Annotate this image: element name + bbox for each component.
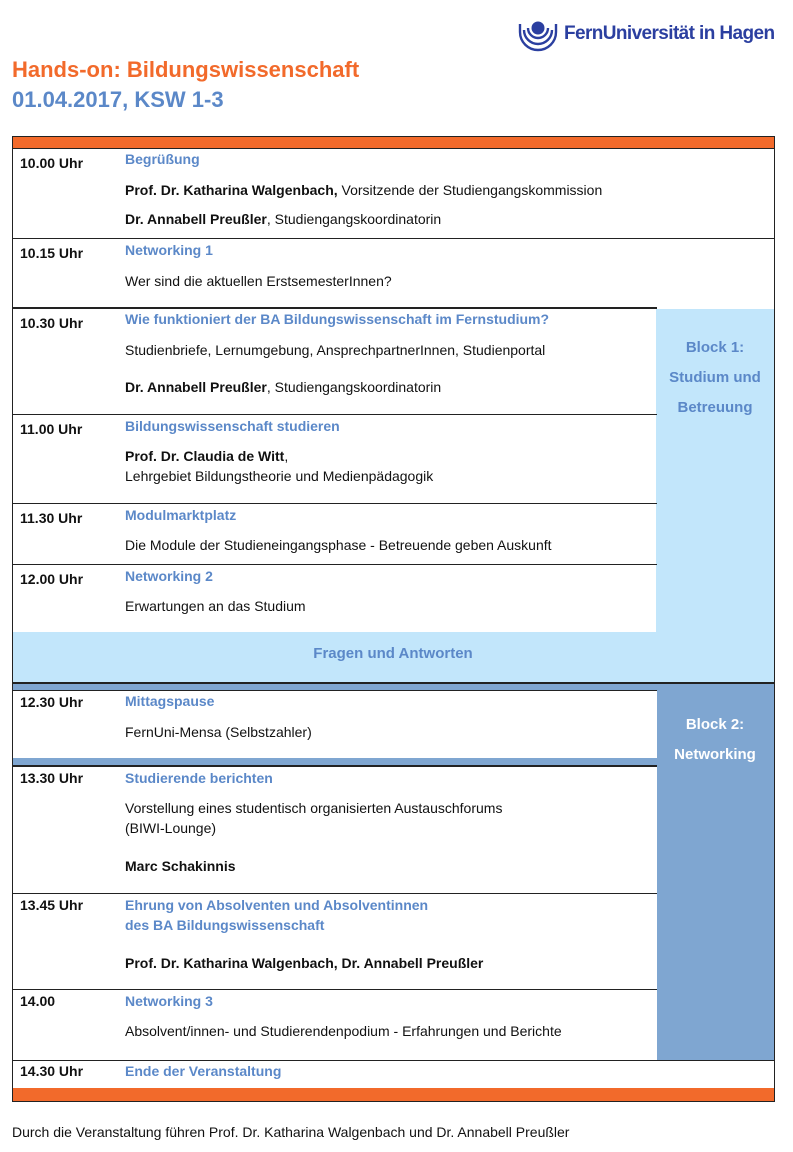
block2-label: Block 2: Networking: [674, 716, 756, 763]
session-heading: Networking 3: [125, 993, 213, 1009]
session-heading: Mittagspause: [125, 693, 215, 709]
time-label: 13.45 Uhr: [20, 897, 84, 913]
time-label: 11.00 Uhr: [20, 421, 83, 437]
speaker-line: [125, 181, 602, 199]
session-description: Die Module der Studieneingangsphase - Betreuende geben Auskunft: [125, 537, 552, 553]
top-orange-bar: [12, 136, 774, 148]
footer-note: Durch die Veranstaltung führen Prof. Dr. Katharina Walgenbach und Dr. Annabell Preußler: [12, 1124, 570, 1140]
speaker-name: Marc Schakinnis: [125, 858, 236, 874]
bottom-orange-bar: [12, 1088, 774, 1101]
schedule-row-1345: [12, 893, 657, 989]
fernuni-logo: [517, 14, 774, 54]
session-heading: Begrüßung: [125, 151, 200, 167]
time-label: 10.30 Uhr: [20, 315, 84, 331]
speaker-line: Prof. Dr. Claudia de Witt,: [125, 448, 289, 464]
session-description: FernUni-Mensa (Selbstzahler): [125, 724, 312, 740]
page-title: Hands-on: Bildungswissenschaft: [12, 57, 360, 82]
time-label: 14.30 Uhr: [20, 1063, 84, 1079]
logo-text: FernUniversität in Hagen: [564, 23, 775, 44]
schedule-row-1100: [12, 414, 657, 503]
speaker-name: Prof. Dr. Katharina Walgenbach,: [125, 182, 338, 198]
qa-label: Fragen und Antworten: [313, 645, 473, 662]
time-label: 10.00 Uhr: [20, 155, 84, 171]
speaker-line: [125, 210, 441, 228]
session-heading: Ende der Veranstaltung: [125, 1063, 282, 1079]
qa-band: [12, 632, 774, 684]
session-heading: Modulmarktplatz: [125, 507, 237, 523]
session-description: Absolvent/innen- und Studierendenpodium - Erfahrungen und Berichte: [125, 1023, 562, 1039]
time-label: 12.00 Uhr: [20, 571, 84, 587]
session-heading: Networking 2: [125, 568, 213, 584]
speaker-role: , Studiengangskoordinatorin: [266, 379, 442, 395]
time-label: 13.30 Uhr: [20, 770, 84, 786]
block1-label: Block 1: Studium und Betreuung: [669, 339, 761, 416]
session-description: Lehrgebiet Bildungstheorie und Medienpädagogik: [125, 468, 434, 484]
schedule-row-1230: [12, 690, 657, 758]
speaker-role: , Studiengangskoordinatorin: [266, 211, 442, 227]
schedule-row-1430: [12, 1060, 774, 1088]
speaker-role: Vorsitzende der Studiengangskommission: [341, 182, 603, 198]
schedule-row-1000: [12, 148, 774, 238]
session-heading: Wie funktioniert der BA Bildungswissenschaft im Fernstudium?: [125, 311, 550, 327]
session-description: Wer sind die aktuellen ErstsemesterInnen?: [125, 273, 392, 289]
speaker-name: Dr. Annabell Preußler: [125, 211, 267, 227]
schedule-row-1030: [12, 307, 657, 414]
speaker-name: Prof. Dr. Claudia de Witt: [125, 448, 285, 464]
schedule-row-1200: [12, 564, 657, 632]
session-heading: Studierende berichten: [125, 770, 273, 786]
session-heading: des BA Bildungswissenschaft: [125, 917, 325, 933]
page-subtitle: 01.04.2017, KSW 1-3: [12, 87, 224, 112]
session-heading: Ehrung von Absolventen und Absolventinnen: [125, 897, 429, 913]
time-label: 11.30 Uhr: [20, 510, 83, 526]
speaker-name: Prof. Dr. Katharina Walgenbach, Dr. Annabell Preußler: [125, 955, 484, 971]
session-description: Erwartungen an das Studium: [125, 598, 306, 614]
schedule-row-1330: [12, 765, 657, 893]
fernuni-logo-icon: [517, 14, 559, 54]
session-description: (BIWI-Lounge): [125, 820, 217, 836]
session-heading: Networking 1: [125, 242, 213, 258]
speaker-name: Dr. Annabell Preußler: [125, 379, 267, 395]
time-label: 12.30 Uhr: [20, 694, 84, 710]
schedule-row-1400: [12, 989, 657, 1060]
schedule-row-1015: [12, 238, 774, 307]
speaker-line: [125, 378, 441, 396]
schedule-row-1130: [12, 503, 657, 564]
session-heading: Bildungswissenschaft studieren: [125, 418, 340, 434]
session-description: Vorstellung eines studentisch organisierten Austauschforums: [125, 800, 503, 816]
session-description: Studienbriefe, Lernumgebung, AnsprechpartnerInnen, Studienportal: [125, 342, 546, 358]
time-label: 10.15 Uhr: [20, 245, 84, 261]
time-label: 14.00: [20, 993, 56, 1009]
